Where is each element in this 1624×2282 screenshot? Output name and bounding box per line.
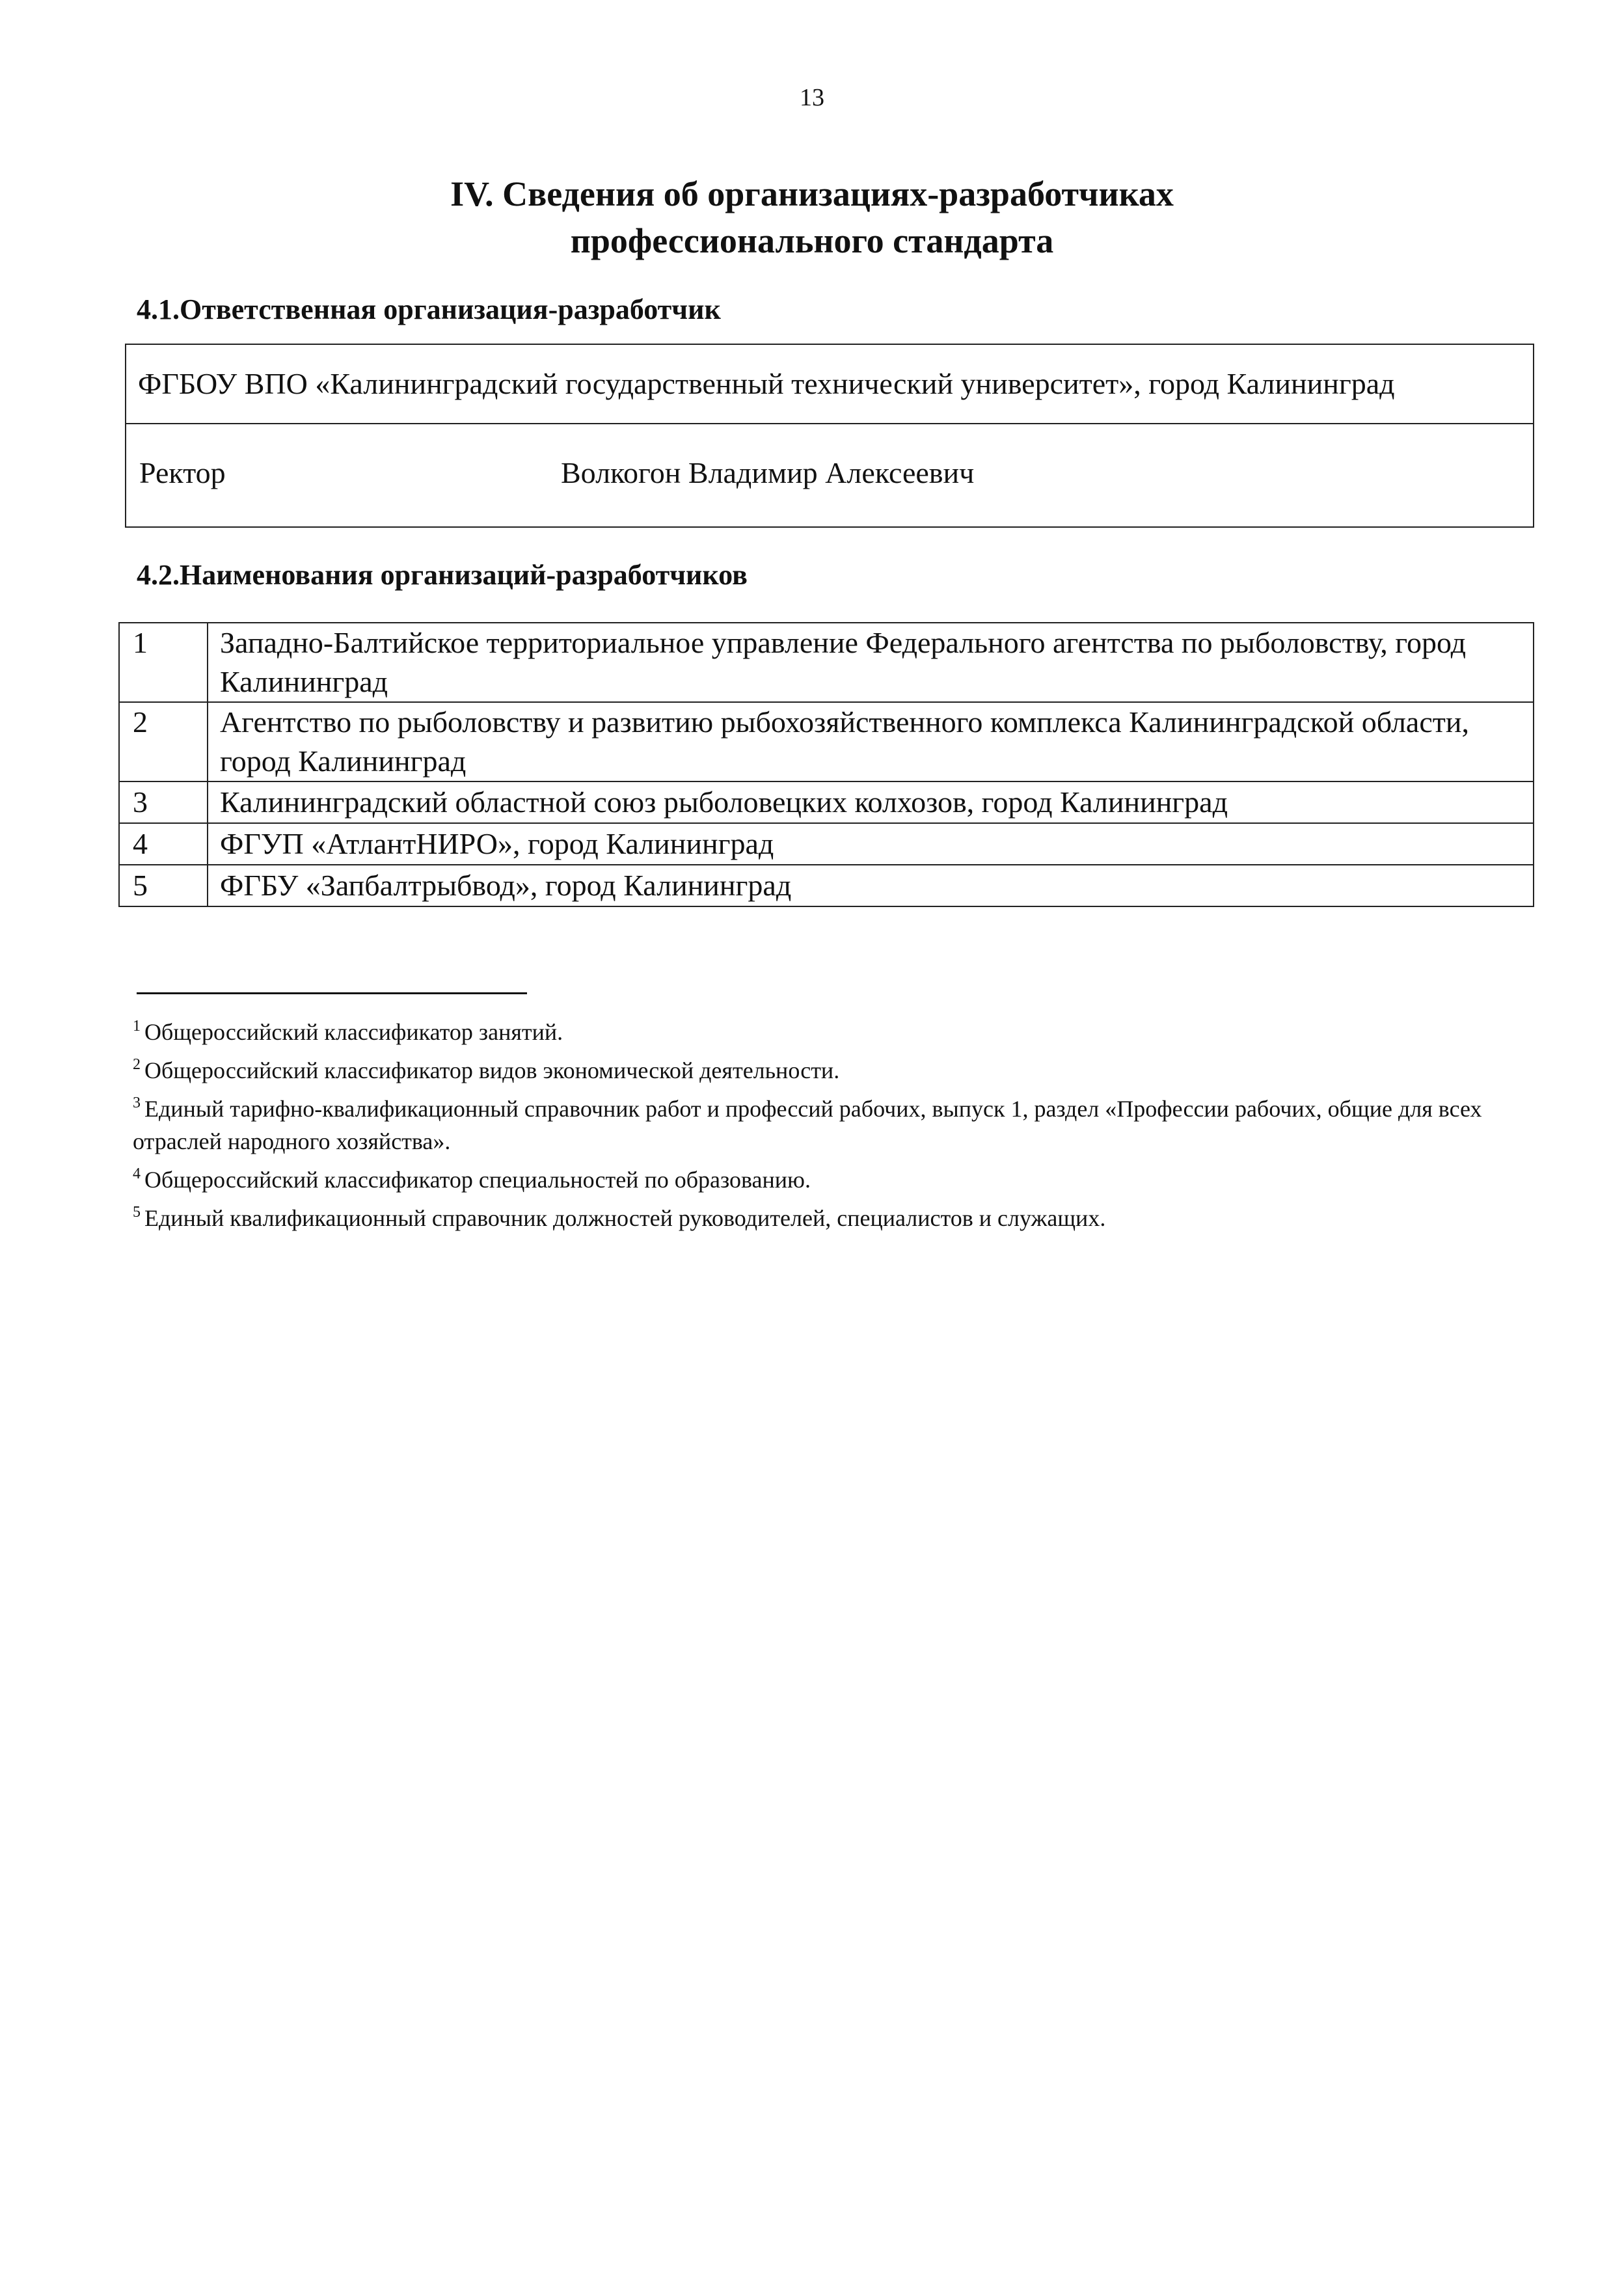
footnote bbox=[133, 1196, 1538, 1234]
responsible-org-name: ФГБОУ ВПО «Калининградский государственный технический университет», город Калининград bbox=[126, 345, 1533, 424]
table-row bbox=[119, 781, 1534, 823]
footnote-mark: 3 bbox=[133, 1094, 141, 1111]
footnotes bbox=[133, 1010, 1538, 1234]
responsible-person: Волкогон Владимир Алексеевич bbox=[561, 456, 975, 489]
org-name: ФГБУ «Запбалтрыбвод», город Калининград bbox=[208, 865, 1534, 906]
table-row bbox=[119, 865, 1534, 906]
footnote-mark: 4 bbox=[133, 1165, 141, 1182]
responsible-org-heading: 4.1.Ответственная организация-разработчик bbox=[137, 293, 721, 325]
row-number: 4 bbox=[119, 823, 208, 865]
responsible-position: Ректор bbox=[139, 456, 226, 489]
section-title bbox=[0, 170, 1624, 264]
footnote-text: Единый тарифно-квалификационный справочник работ и профессий рабочих, выпуск 1, раздел «Профессии рабочих, общие для всех отраслей народного хозяйства». bbox=[133, 1096, 1482, 1154]
footnote-text: Общероссийский классификатор занятий. bbox=[144, 1019, 563, 1045]
developer-orgs-heading: 4.2.Наименования организаций-разработчиков bbox=[137, 559, 748, 591]
footnote-mark: 1 bbox=[133, 1018, 141, 1035]
responsible-org-table bbox=[125, 344, 1534, 528]
footnote-text: Единый квалификационный справочник должностей руководителей, специалистов и служащих. bbox=[144, 1205, 1106, 1231]
footnote-text: Общероссийский классификатор специальностей по образованию. bbox=[144, 1167, 811, 1193]
footnote bbox=[133, 1158, 1538, 1196]
page-number: 13 bbox=[800, 84, 824, 111]
table-row bbox=[119, 623, 1534, 702]
footnote-mark: 5 bbox=[133, 1204, 141, 1221]
footnote bbox=[133, 1048, 1538, 1087]
footnote bbox=[133, 1087, 1538, 1158]
row-number: 5 bbox=[119, 865, 208, 906]
table-row bbox=[119, 823, 1534, 865]
org-name: Западно-Балтийское территориальное управление Федерального агентства по рыболовству, город Калининград bbox=[208, 623, 1534, 702]
footnote-text: Общероссийский классификатор видов экономической деятельности. bbox=[144, 1057, 840, 1083]
footnote-mark: 2 bbox=[133, 1056, 141, 1073]
table-row bbox=[119, 702, 1534, 781]
row-number: 2 bbox=[119, 702, 208, 781]
org-name: ФГУП «АтлантНИРО», город Калининград bbox=[208, 823, 1534, 865]
org-name: Калининградский областной союз рыболовецких колхозов, город Калининград bbox=[208, 781, 1534, 823]
developer-orgs-table bbox=[118, 622, 1534, 907]
section-title-line-2: профессионального стандарта bbox=[570, 221, 1054, 260]
footnote bbox=[133, 1010, 1538, 1048]
footnote-separator bbox=[137, 992, 527, 994]
row-number: 3 bbox=[119, 781, 208, 823]
section-title-line-1: IV. Сведения об организациях-разработчиках bbox=[450, 174, 1174, 213]
org-name: Агентство по рыболовству и развитию рыбохозяйственного комплекса Калининградской области, город Калининград bbox=[208, 702, 1534, 781]
row-number: 1 bbox=[119, 623, 208, 702]
